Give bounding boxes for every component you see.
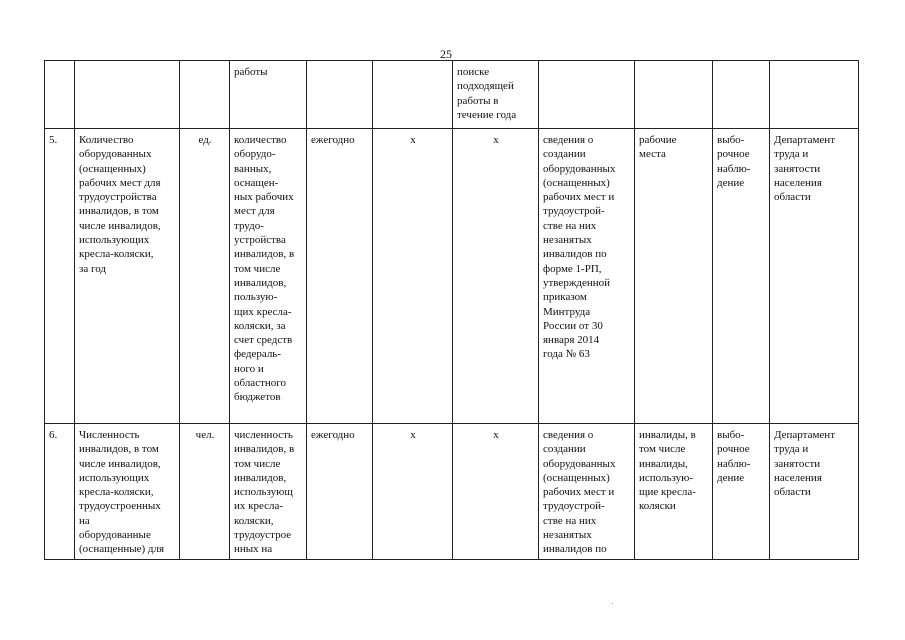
- continuation-line: поиске: [457, 66, 490, 78]
- cell-col7: [453, 61, 539, 129]
- responsible-body: Департамент труда и занятости населения области: [770, 129, 859, 424]
- cell-num: [45, 61, 75, 129]
- data-source: сведения о создании оборудованных (оснащенных) рабочих мест и трудоустрой- стве на них незанятых инвалидов по: [539, 424, 635, 560]
- indicator-name: Количество оборудованных (оснащенных) рабочих мест для трудоустройства инвалидов, в том числе инвалидов, использующих кресла-коляски, за год: [75, 129, 180, 424]
- cell-periodicity: [307, 61, 373, 129]
- cell-unit: [180, 61, 230, 129]
- cell-method: [230, 61, 307, 129]
- data-source: сведения о создании оборудованных (оснащенных) рабочих мест и трудоустрой- стве на них незанятых инвалидов по форме 1-РП, утвержденной приказом Минтруда России от 30 января 2014 года № 63: [539, 129, 635, 424]
- page-number: 25: [440, 47, 452, 61]
- observation-type: выбо- рочное наблю- дение: [713, 424, 770, 560]
- cell-source: [539, 61, 635, 129]
- periodicity: ежегодно: [307, 129, 373, 424]
- continuation-line: работы в: [457, 94, 499, 107]
- observation-unit: рабочие места: [635, 129, 713, 424]
- observation-unit: инвалиды, в том числе инвалиды, использую- щие кресла- коляски: [635, 424, 713, 560]
- responsible-body: Департамент труда и занятости населения области: [770, 424, 859, 560]
- indicators-table: [44, 60, 859, 560]
- calculation-method: численность инвалидов, в том числе инвалидов, использующ их кресла- коляски, трудоустрое нных на: [230, 424, 307, 560]
- continuation-line: подходящей: [457, 80, 514, 93]
- cell-indicator: [75, 61, 180, 129]
- row-number: 6.: [45, 424, 75, 560]
- cell-col6: [373, 61, 453, 129]
- cell-obs-type: [713, 61, 770, 129]
- continuation-method-text: работы: [234, 66, 268, 78]
- indicator-name: Численность инвалидов, в том числе инвалидов, использующих кресла-коляски, трудоустроенных на оборудованные (оснащенные) для: [75, 424, 180, 560]
- observation-type: выбо- рочное наблю- дение: [713, 129, 770, 424]
- continuation-line: течение года: [457, 108, 517, 121]
- calculation-method: количество оборудо- ванных, оснащен- ных рабочих мест для трудо- устройства инвалидов, в том числе инвалидов, пользую- щих кресла- коляски, за счет средств федераль- ного и областного бюджетов: [230, 129, 307, 424]
- cell-x: х: [373, 129, 453, 424]
- scan-speck: [612, 603, 613, 604]
- periodicity: ежегодно: [307, 424, 373, 560]
- unit-of-measure: чел.: [180, 424, 230, 560]
- table-row-5: [45, 129, 859, 424]
- table-row-6: [45, 424, 859, 560]
- cell-x: х: [373, 424, 453, 560]
- table-row-continuation: [45, 61, 859, 129]
- unit-of-measure: ед.: [180, 129, 230, 424]
- cell-x: х: [453, 129, 539, 424]
- row-number: 5.: [45, 129, 75, 424]
- cell-x: х: [453, 424, 539, 560]
- cell-unit-obs: [635, 61, 713, 129]
- cell-responsible: [770, 61, 859, 129]
